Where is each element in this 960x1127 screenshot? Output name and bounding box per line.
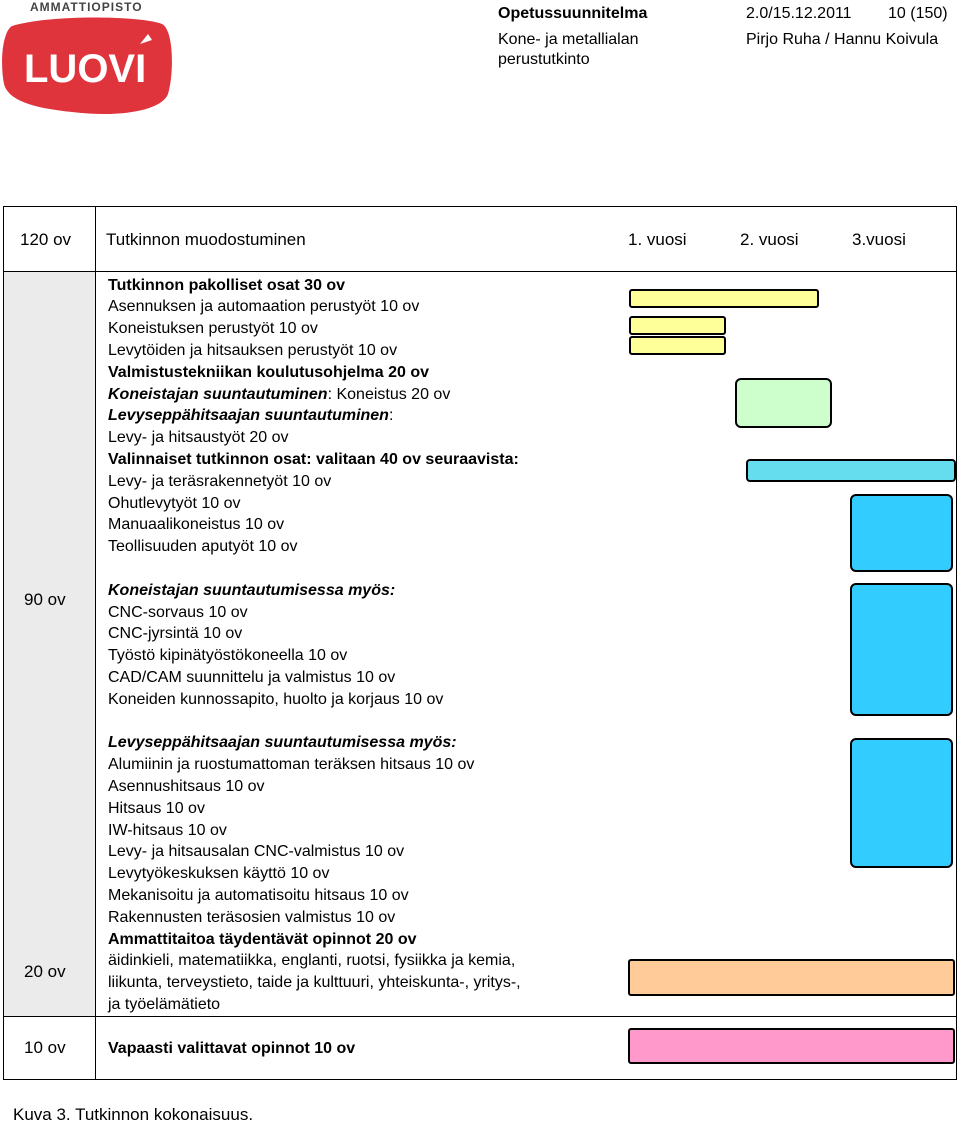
- logo-top-text: AMMATTIOPISTO: [30, 0, 143, 14]
- line-item: Levy- ja teräsrakennetyöt 10 ov: [108, 473, 332, 490]
- line-item: Hitsaus 10 ov: [108, 800, 205, 817]
- bar-elective-3: [850, 738, 953, 868]
- line-item: Asennuksen ja automaation perustyöt 10 ov: [108, 298, 420, 315]
- authors: Pirjo Ruha / Hannu Koivula: [746, 31, 939, 48]
- bar-free-electives: [628, 1028, 955, 1064]
- line-supplementary: Ammattitaitoa täydentävät opinnot 20 ov: [108, 931, 417, 948]
- line-orientation-detail: : Koneistus 20 ov: [327, 386, 451, 403]
- line-mandatory-parts: Tutkinnon pakolliset osat 30 ov: [108, 277, 346, 294]
- line-colon: :: [388, 407, 394, 424]
- row-credits-10: 10 ov: [24, 1038, 66, 1057]
- line-item: ja työelämätieto: [108, 996, 221, 1013]
- line-free-electives: Vapaasti valittavat opinnot 10 ov: [108, 1040, 356, 1057]
- bar-supplementary: [628, 959, 955, 996]
- bar-mandatory-2: [629, 316, 726, 335]
- header-credits: 120 ov: [20, 230, 72, 249]
- line-item: CNC-sorvaus 10 ov: [108, 604, 248, 621]
- line-item: Mekanisoitu ja automatisoitu hitsaus 10 ov: [108, 887, 409, 904]
- header-year2: 2. vuosi: [740, 230, 799, 249]
- logo-word: LUOVI: [24, 47, 147, 91]
- header-year3: 3.vuosi: [852, 230, 906, 249]
- line-item: Asennushitsaus 10 ov: [108, 778, 265, 795]
- page-number: 10 (150): [888, 5, 948, 22]
- line-item: CAD/CAM suunnittelu ja valmistus 10 ov: [108, 669, 396, 686]
- row-divider: [4, 271, 956, 272]
- line-program: Valmistustekniikan koulutusohjelma 20 ov: [108, 364, 429, 381]
- doc-title: Opetussuunnitelma: [498, 5, 648, 22]
- line-item: Rakennusten teräsosien valmistus 10 ov: [108, 909, 396, 926]
- line-item: Levytöiden ja hitsauksen perustyöt 10 ov: [108, 342, 398, 359]
- line-item: äidinkieli, matematiikka, englanti, ruotsi, fysiikka ja kemia,: [108, 952, 516, 969]
- bar-mandatory-1: [629, 289, 819, 308]
- line-item: Teollisuuden aputyöt 10 ov: [108, 538, 298, 555]
- line-item: Levytyökeskuksen käyttö 10 ov: [108, 865, 330, 882]
- left-column-bg: [4, 271, 95, 1016]
- bar-mandatory-3: [629, 336, 726, 355]
- line-item: liikunta, terveystieto, taide ja kulttuuri, yhteiskunta-, yritys-,: [108, 974, 521, 991]
- row-credits-20: 20 ov: [24, 962, 66, 981]
- subject-line1: Kone- ja metallialan: [498, 31, 639, 48]
- bar-elective-1: [850, 494, 953, 572]
- line-elective-parts: Valinnaiset tutkinnon osat: valitaan 40 ov seuraavista:: [108, 451, 519, 468]
- line-item: CNC-jyrsintä 10 ov: [108, 625, 243, 642]
- line-orientation-title: Koneistajan suuntautuminen: [108, 386, 328, 403]
- line-orientation-title: Levyseppähitsaajan suuntautuminen: [108, 407, 389, 424]
- doc-version: 2.0/15.12.2011: [746, 5, 852, 22]
- line-item: Alumiinin ja ruostumattoman teräksen hitsaus 10 ov: [108, 756, 475, 773]
- bar-elective-common: [746, 459, 956, 482]
- line-item: Koneiden kunnossapito, huolto ja korjaus 10 ov: [108, 691, 444, 708]
- line-item: Levy- ja hitsausalan CNC-valmistus 10 ov: [108, 843, 405, 860]
- line-item: [108, 384, 450, 406]
- line-item: [108, 405, 393, 427]
- line-item: Työstö kipinätyöstökoneella 10 ov: [108, 647, 348, 664]
- line-item: Koneistuksen perustyöt 10 ov: [108, 320, 318, 337]
- curriculum-table: [3, 206, 957, 1080]
- bar-elective-2: [850, 583, 953, 716]
- row-credits-90: 90 ov: [24, 590, 66, 609]
- header-year1: 1. vuosi: [628, 230, 687, 249]
- luovi-logo: [2, 14, 174, 117]
- line-item: Ohutlevytyöt 10 ov: [108, 495, 241, 512]
- line-item: IW-hitsaus 10 ov: [108, 822, 227, 839]
- row-divider: [4, 1016, 956, 1017]
- line-item: Manuaalikoneistus 10 ov: [108, 516, 285, 533]
- column-divider: [95, 207, 96, 1079]
- line-section-machinist: Koneistajan suuntautumisessa myös:: [108, 582, 396, 599]
- header-title: Tutkinnon muodostuminen: [106, 230, 306, 249]
- line-item: Levy- ja hitsaustyöt 20 ov: [108, 429, 289, 446]
- figure-caption: Kuva 3. Tutkinnon kokonaisuus.: [13, 1105, 254, 1124]
- subject-line2: perustutkinto: [498, 51, 590, 68]
- bar-orientation: [735, 378, 832, 428]
- line-section-welder: Levyseppähitsaajan suuntautumisessa myös:: [108, 734, 457, 751]
